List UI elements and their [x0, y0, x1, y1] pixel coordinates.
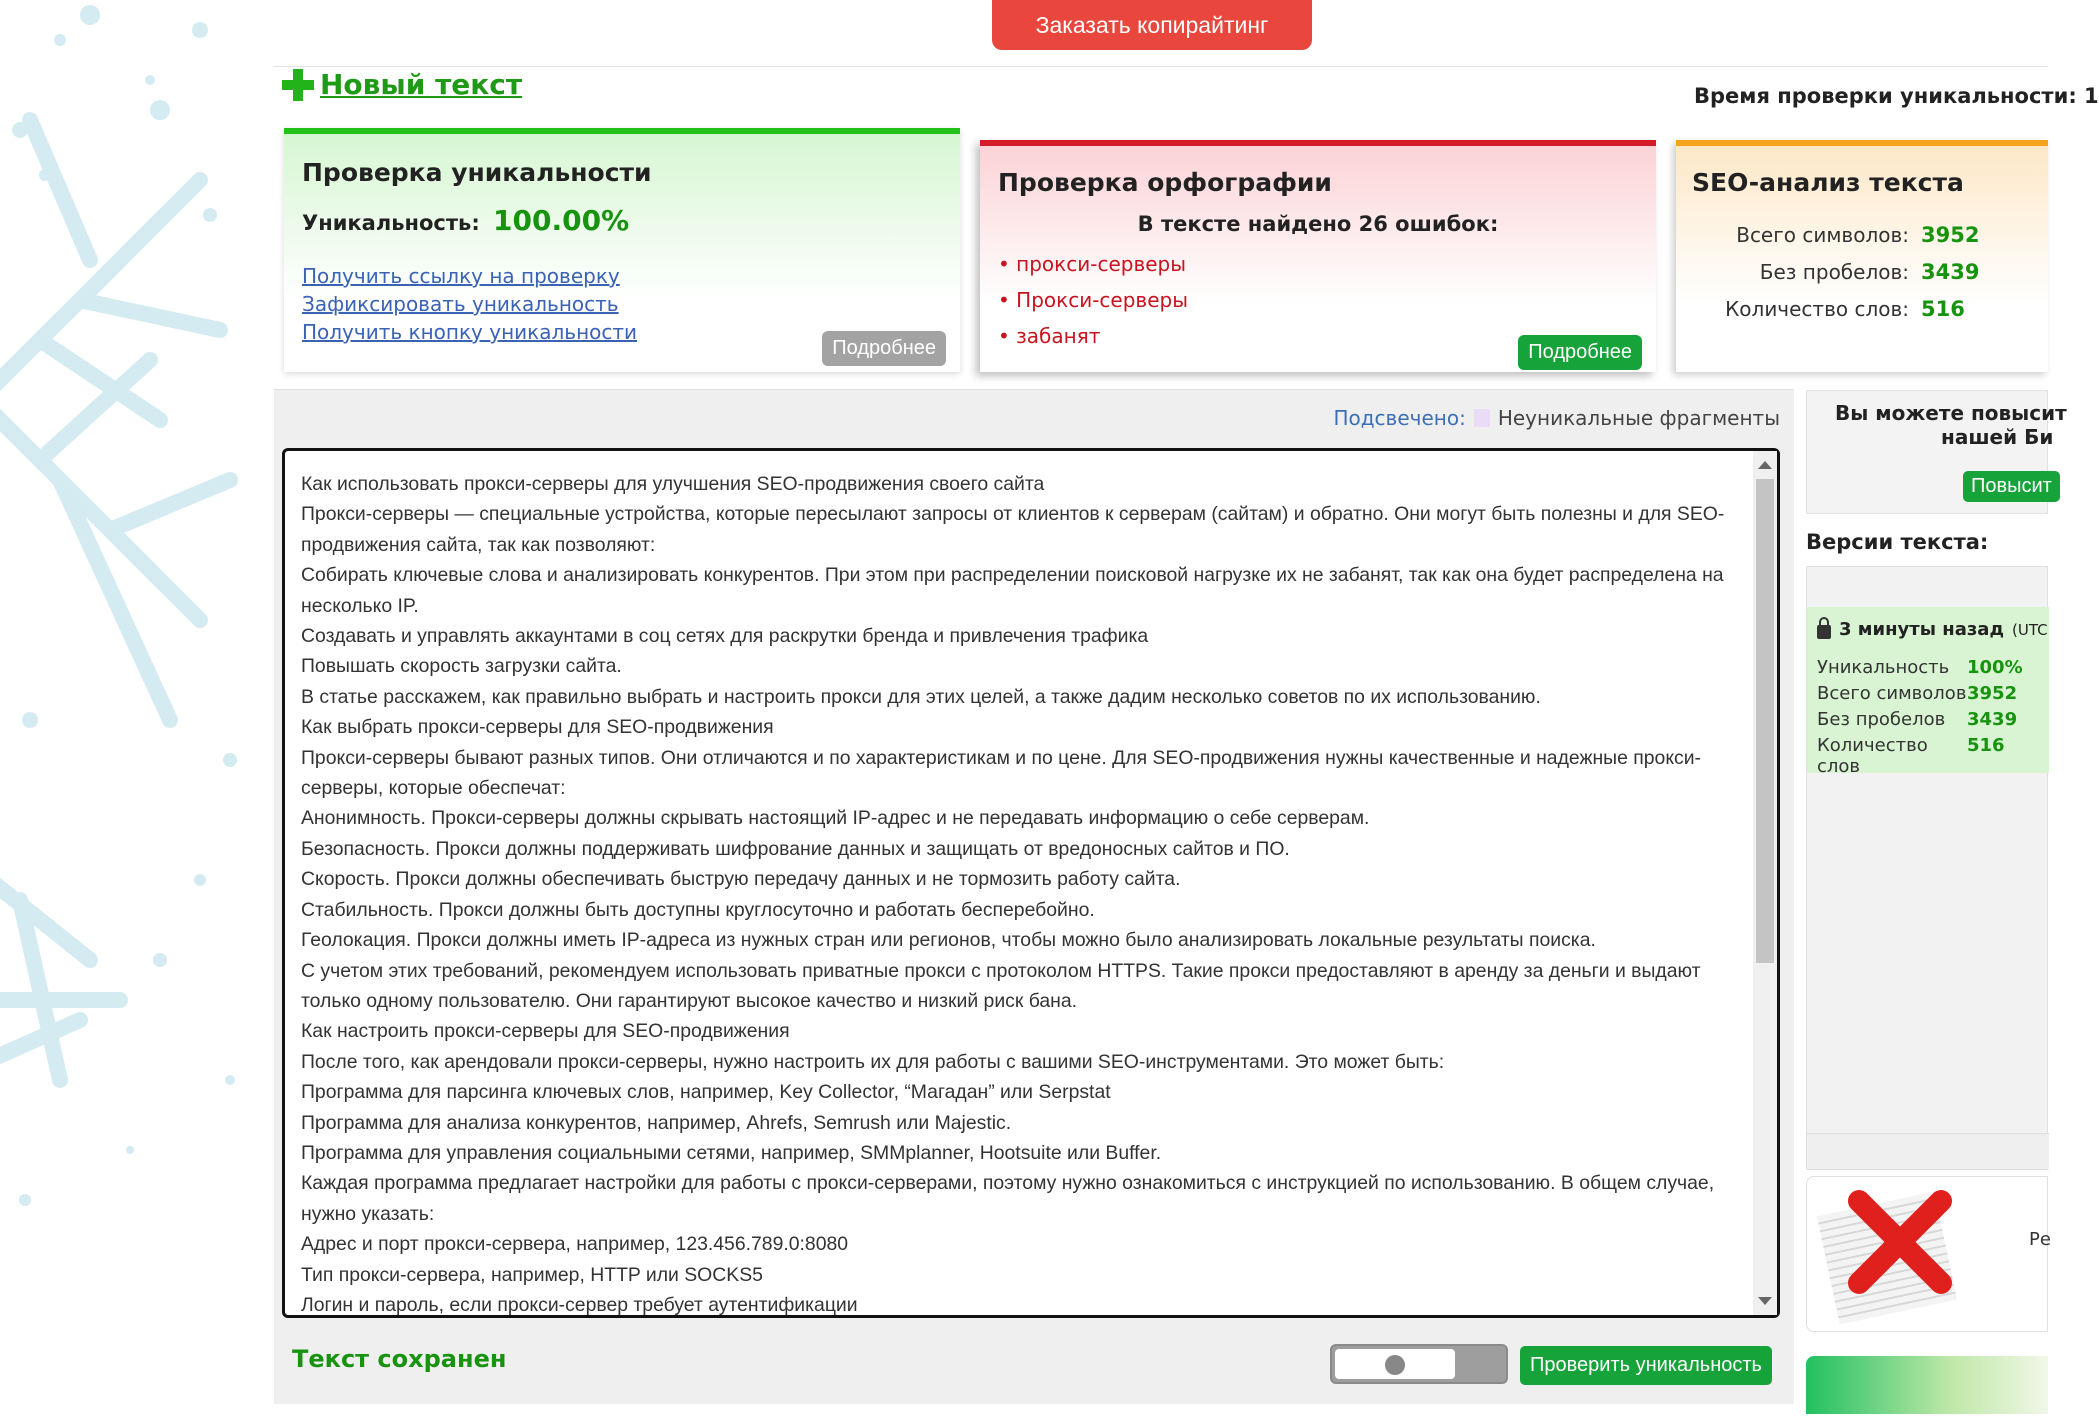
fix-uniqueness-link[interactable]: Зафиксировать уникальность [302, 292, 619, 316]
highlight-label: Подсвечено: [1333, 406, 1466, 430]
highlight-swatch [1474, 409, 1490, 427]
version-row-word-count: Количество слов 516 [1817, 735, 2005, 777]
text-line: Каждая программа предлагает настройки для работы с прокси-серверами, поэтому нужно ознакомиться с инструкцией по использованию. В общем случае, нужно указать: [301, 1172, 1715, 1225]
text-line: Создавать и управлять аккаунтами в соц сетях для раскрутки бренда и привлечения трафика [301, 625, 1149, 648]
seo-row-word-count: Количество слов: 516 [1725, 296, 1965, 321]
highlight-legend [1333, 406, 1780, 430]
uniqueness-card [284, 128, 960, 372]
get-uniqueness-button-link[interactable]: Получить кнопку уникальности [302, 320, 638, 344]
version-row-uniqueness: Уникальность 100% [1817, 657, 2023, 678]
check-uniqueness-button[interactable]: Проверить уникальность [1520, 1346, 1772, 1385]
version-row-total-chars: Всего символов 3952 [1817, 683, 2018, 704]
text-line: Программа для управления социальными сетями, например, SMMplanner, Hootsuite или Buffer. [301, 1141, 1162, 1164]
boost-button[interactable]: Повысит [1963, 471, 2060, 502]
text-line: Безопасность. Прокси должны поддерживать шифрование данных и защищать от вредоносных сайтов и ПО. [301, 837, 1290, 860]
spelling-summary: В тексте найдено 26 ошибок: [1137, 212, 1499, 236]
version-timezone: (UTC [2012, 620, 2048, 639]
text-line: С учетом этих требований, рекомендуем использовать приватные прокси с протоколом HTTPS. Такие прокси предоставляют в аренду за деньги и выдают только одному пользователю. Они гарантируют высокое качество и низкий риск бана. [301, 959, 1701, 1012]
text-line: Программа для парсинга ключевых слов, например, Key Collector, “Магадан” или Serpstat [301, 1081, 1111, 1104]
text-line: Собирать ключевые слова и анализировать конкурентов. При этом при распределении поисковой нагрузке их не забанят, так как она будет распределена на несколько IP. [301, 564, 1724, 617]
text-line: После того, как арендовали прокси-серверы, нужно настроить их для работы с вашими SEO-инструментами. Это может быть: [301, 1050, 1445, 1073]
uniqueness-row [302, 204, 629, 237]
versions-panel [1806, 566, 2048, 1170]
version-row-no-spaces: Без пробелов 3439 [1817, 709, 2018, 730]
text-line: Прокси-серверы — специальные устройства, которые пересылают запросы от клиентов к серверам (сайтам) и обратно. Они могут быть полезны и для SEO-продвижения сайта, так как позволяют: [301, 503, 1725, 556]
boost-promo-line2: нашей Би [1941, 425, 2054, 449]
get-check-link[interactable]: Получить ссылку на проверку [302, 264, 620, 288]
text-line: Скорость. Прокси должны обеспечивать быструю передачу данных и не тормозить работу сайта. [301, 868, 1181, 891]
seo-row-total-chars: Всего символов: 3952 [1736, 222, 1980, 247]
new-text-label[interactable]: Новый текст [320, 68, 523, 101]
text-line: Геолокация. Прокси должны иметь IP-адреса из нужных стран или регионов, чтобы можно было анализировать локальные результаты поиска. [301, 929, 1596, 952]
version-header [1817, 619, 2048, 640]
spelling-error-item[interactable]: • забанят [998, 324, 1101, 348]
versions-footer [1807, 1133, 2049, 1169]
uniqueness-details-button[interactable]: Подробнее [822, 331, 946, 366]
text-line: Логин и пароль, если прокси-сервер требует аутентификации [301, 1293, 858, 1316]
lock-icon [1817, 625, 1831, 639]
text-line: В статье расскажем, как правильно выбрать и настроить прокси для этих целей, а также дадим несколько советов по их использованию. [301, 685, 1541, 708]
uniqueness-label: Уникальность: [302, 211, 480, 235]
spelling-error-item[interactable]: • Прокси-серверы [998, 288, 1188, 312]
version-time: 3 минуты назад [1839, 619, 2004, 640]
spelling-card [980, 140, 1656, 372]
text-line: Как использовать прокси-серверы для улучшения SEO-продвижения своего сайта [301, 473, 1045, 495]
text-line: Как выбрать прокси-серверы для SEO-продвижения [301, 716, 774, 739]
seo-card [1676, 140, 2048, 372]
scroll-down-icon[interactable] [1758, 1297, 1772, 1305]
uniqueness-links [302, 264, 637, 344]
promo-image-text: Ре [2029, 1229, 2051, 1250]
uniqueness-card-title: Проверка уникальности [302, 158, 652, 187]
spelling-details-button[interactable]: Подробнее [1518, 335, 1642, 370]
spelling-error-item[interactable]: • прокси-серверы [998, 252, 1187, 276]
antiplagiarism-promo-image[interactable] [1806, 1176, 2051, 1332]
plus-icon [282, 69, 314, 101]
bottom-promo-banner[interactable] [1806, 1356, 2048, 1414]
text-line: Прокси-серверы бывают разных типов. Они отличаются и по характеристикам и по цене. Для SEO-продвижения нужны качественные и надежные прокси-серверы, которые обеспечат: [301, 746, 1702, 800]
text-line: Как настроить прокси-серверы для SEO-продвижения [301, 1020, 790, 1043]
highlight-description: Неуникальные фрагменты [1497, 406, 1780, 430]
spelling-card-title: Проверка орфографии [998, 168, 1332, 197]
toggle-knob-icon[interactable] [1335, 1349, 1455, 1379]
mode-toggle[interactable] [1330, 1344, 1508, 1384]
seo-stats [1676, 216, 2048, 327]
text-editor[interactable] [282, 448, 1780, 1318]
divider [274, 66, 2048, 67]
text-line: Программа для анализа конкурентов, например, Ahrefs, Semrush или Majestic. [301, 1111, 1012, 1134]
snowflake-decoration [0, 0, 275, 1414]
version-item[interactable] [1807, 607, 2049, 777]
spelling-error-list [998, 252, 1188, 348]
scroll-thumb[interactable] [1756, 479, 1774, 963]
boost-promo-line1: Вы можете повысит [1835, 401, 2067, 425]
order-copywriting-button[interactable]: Заказать копирайтинг [992, 0, 1312, 50]
text-line: Адрес и порт прокси-сервера, например, 123.456.789.0:8080 [301, 1233, 849, 1256]
text-line: Тип прокси-сервера, например, HTTP или SOCKS5 [301, 1263, 763, 1286]
text-editor-content[interactable] [301, 469, 1741, 1320]
editor-panel [274, 389, 1794, 1404]
save-status: Текст сохранен [292, 1345, 507, 1373]
seo-card-title: SEO-анализ текста [1692, 168, 1964, 197]
red-cross-icon [1845, 1187, 1955, 1297]
seo-row-no-spaces: Без пробелов: 3439 [1759, 259, 1980, 284]
text-line: Стабильность. Прокси должны быть доступны круглосуточно и работать бесперебойно. [301, 898, 1095, 921]
check-time-label: Время проверки уникальности: 1 [1694, 84, 2099, 108]
new-text-link[interactable] [282, 68, 522, 101]
boost-promo [1806, 390, 2067, 514]
text-line: Анонимность. Прокси-серверы должны скрывать настоящий IP-адрес и не передавать информацию о себе серверам. [301, 807, 1370, 830]
text-line: Повышать скорость загрузки сайта. [301, 655, 622, 678]
versions-title: Версии текста: [1806, 530, 1989, 554]
editor-scrollbar[interactable] [1753, 451, 1777, 1315]
uniqueness-value: 100.00% [493, 204, 630, 237]
scroll-up-icon[interactable] [1758, 461, 1772, 469]
